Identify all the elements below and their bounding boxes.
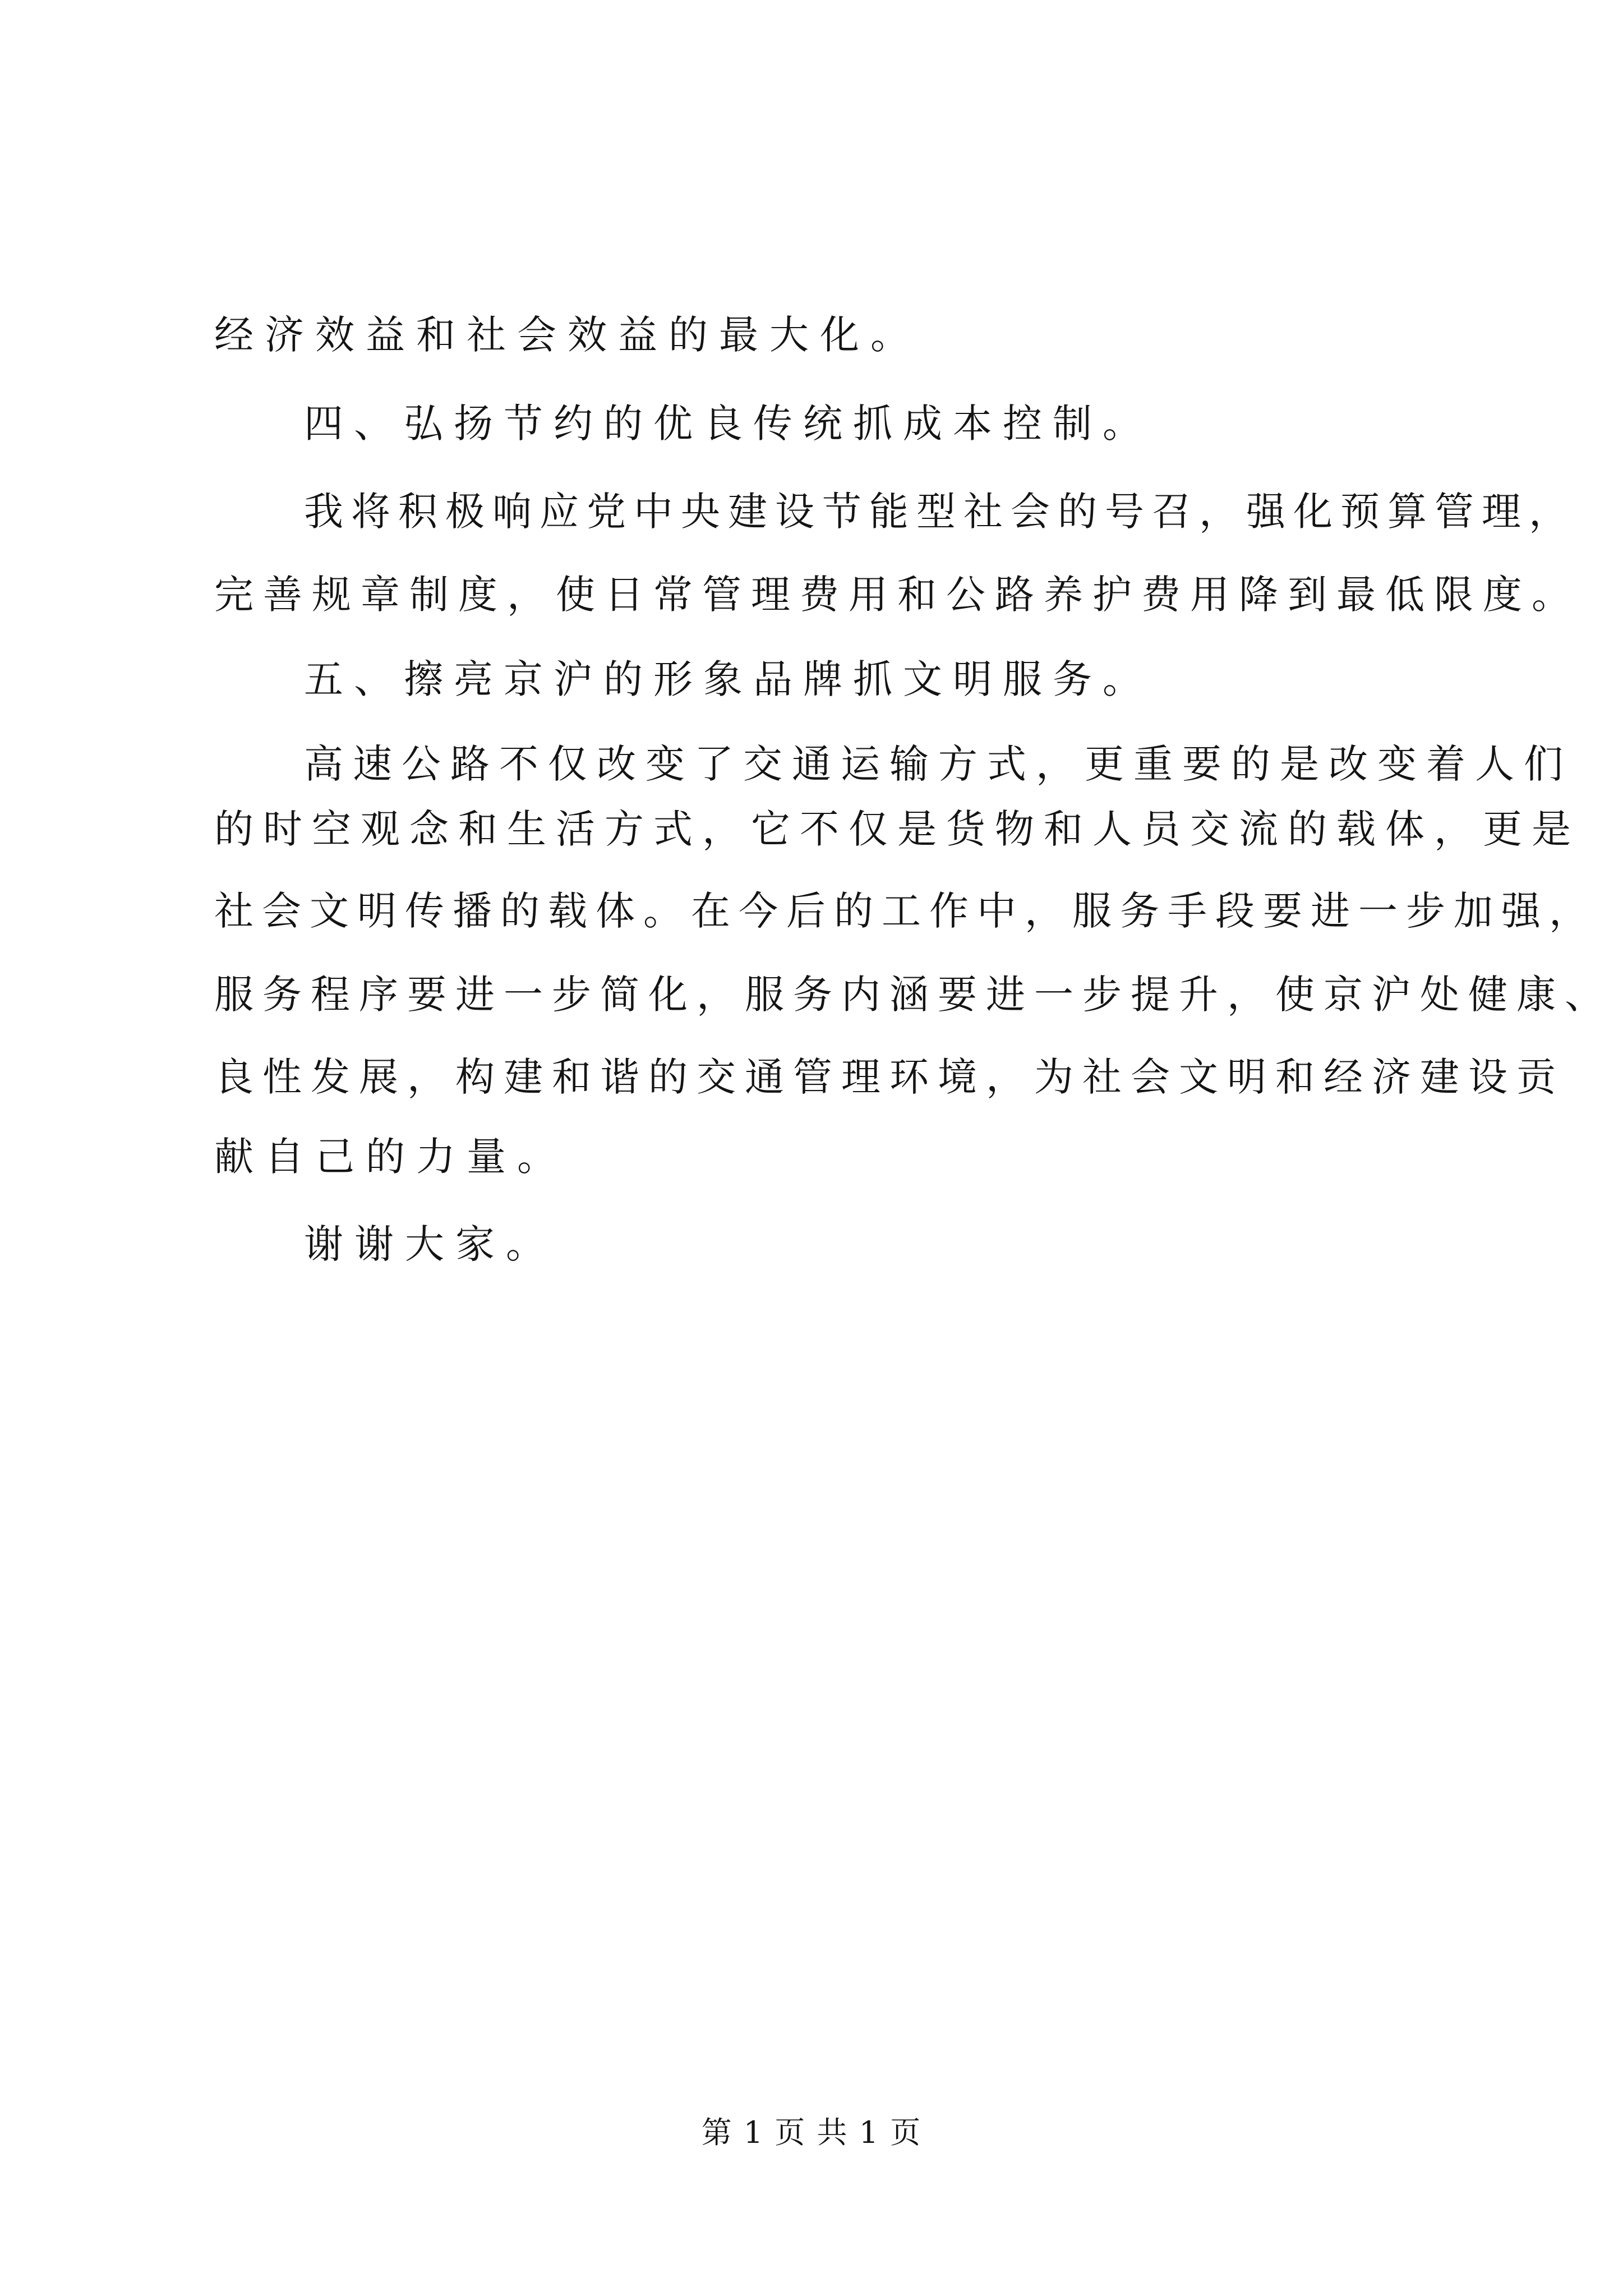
paragraph-line: 完善规章制度，使日常管理费用和公路养护费用降到最低限度。 [214,572,1580,618]
paragraph-line: 社会文明传播的载体。在今后的工作中，服务手段要进一步加强， [214,888,1597,934]
paragraph-line: 献自己的力量。 [214,1134,568,1180]
paragraph-line: 高速公路不仅改变了交通运输方式，更重要的是改变着人们 [304,741,1573,787]
section-heading: 五、擦亮京沪的形象品牌抓文明服务。 [304,656,1152,702]
paragraph-line: 良性发展，构建和谐的交通管理环境，为社会文明和经济建设贡 [214,1054,1565,1100]
closing-line: 谢谢大家。 [304,1221,556,1267]
paragraph-line: 的时空观念和生活方式，它不仅是货物和人员交流的载体，更是 [214,806,1580,852]
page-number-footer: 第 1 页 共 1 页 [701,2115,922,2150]
section-heading: 四、弘扬节约的优良传统抓成本控制。 [304,401,1152,447]
paragraph-line: 我将积极响应党中央建设节能型社会的号召，强化预算管理， [304,489,1576,535]
paragraph-line: 服务程序要进一步简化，服务内涵要进一步提升，使京沪处健康、 [214,972,1613,1018]
paragraph-line: 经济效益和社会效益的最大化。 [214,312,921,358]
